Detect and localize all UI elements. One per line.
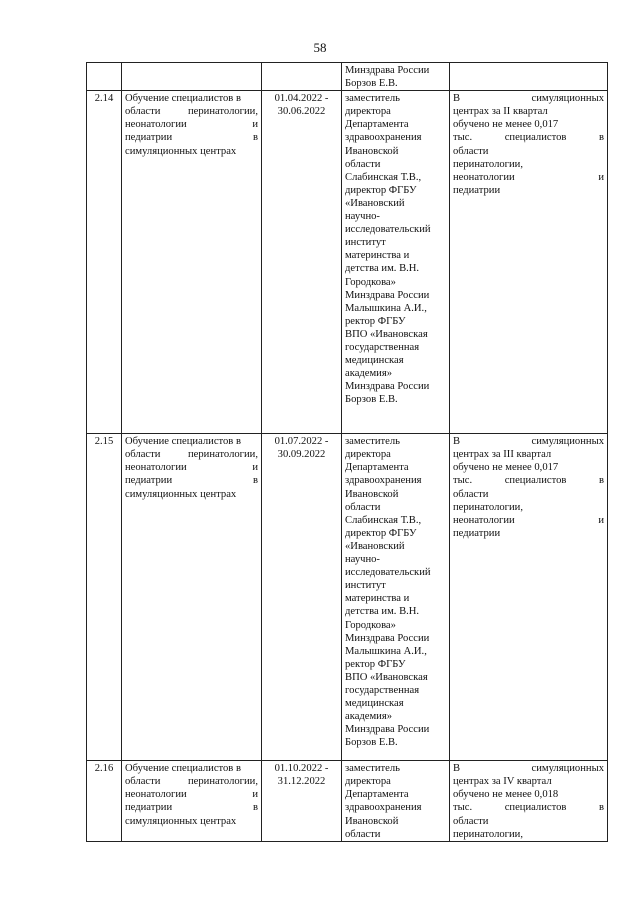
activity-name-line-word: симуляционных центрах [125,145,237,157]
cell-dates [262,761,342,842]
result-line [453,488,604,501]
responsible-line: Борзов Е.В. [345,737,398,749]
result-line-word: центрах за IV квартал [453,776,552,788]
result-line [453,158,604,171]
responsible-line: заместитель [345,763,401,775]
activity-name-line-word: и [252,119,258,131]
activity-name-line [125,474,258,487]
result-line [453,801,604,814]
result-line [453,474,604,487]
cell-dates [262,63,342,91]
cell-name [122,434,262,761]
result-line [453,828,604,841]
activity-name-line [125,118,258,131]
table-row [87,434,608,761]
activity-name-line-word: педиатрии [125,802,173,814]
result-line-word: симуляционных [531,763,604,775]
responsible-line: директор ФГБУ [345,527,417,539]
responsible-line: медицинская [345,698,404,710]
cell-number: 2.16 [87,761,122,842]
activity-name-line-word: неонатологии [125,462,187,474]
cell-number: 2.15 [87,434,122,761]
date-line: 01.10.2022 - [274,763,329,775]
cell-dates [262,434,342,761]
responsible-line: директора [345,776,391,788]
responsible-line: Минздрава России [345,65,430,76]
date-line: 30.09.2022 [277,449,326,461]
responsible-line: Ивановской [345,815,399,827]
result-line-word: В [453,93,461,105]
responsible-line: Борзов Е.В. [345,78,398,90]
activity-name-line [125,815,258,828]
responsible-line: здравоохранения [345,475,422,487]
result-line-word: центрах за III квартал [453,449,552,461]
responsible-line: ВПО «Ивановская [345,328,428,340]
activity-name-line [125,131,258,144]
responsible-line: академия» [345,368,393,380]
activity-name-line-word: педиатрии [125,475,173,487]
responsible-line: Ивановской [345,145,399,157]
result-line-word: неонатологии [453,171,515,183]
responsible-line: Малышкина А.И., [345,645,427,657]
activity-name-line-word: области [125,449,161,461]
cell-name [122,63,262,91]
result-line-word: области [453,488,489,500]
table-row [87,91,608,434]
date-line: 31.12.2022 [277,776,326,788]
activity-name-line [125,435,258,448]
responsible-line: Слабинская Т.В., [345,514,422,526]
responsible-line: исследовательский [345,567,431,579]
result-line [453,118,604,131]
activity-name-line-word: перинатологии, [188,106,258,118]
result-line-word: В [453,763,461,775]
table-body [87,63,608,842]
responsible-line: детства им. В.Н. [345,263,420,275]
responsible-line: директора [345,106,391,118]
date-line: 30.06.2022 [277,106,326,118]
result-line-word: области [453,145,489,157]
cell-responsible [342,761,450,842]
activity-name-line-word: симуляционных центрах [125,488,237,500]
responsible-line: медицинская [345,355,404,367]
result-line-word: перинатологии, [453,828,523,840]
result-line [453,145,604,158]
activity-name-line-word: области [125,776,161,788]
activity-name-line-word: области [125,106,161,118]
result-line [453,461,604,474]
responsible-line: Борзов Е.В. [345,394,398,406]
responsible-line: академия» [345,711,393,723]
responsible-line: Департамента [345,119,409,131]
responsible-line: «Ивановский [345,540,405,552]
responsible-line: научно- [345,211,380,223]
cell-number [87,63,122,91]
responsible-line: области [345,158,381,170]
responsible-line: Городкова» [345,619,396,631]
activity-name-line-word: педиатрии [125,132,173,144]
result-line-word: специалистов [504,132,567,144]
activity-name-line-word: Обучение специалистов в [125,93,241,105]
responsible-line: Малышкина А.И., [345,302,427,314]
result-line-word: тыс. [453,475,473,487]
result-line [453,788,604,801]
cell-responsible [342,91,450,434]
activity-name-line [125,801,258,814]
cell-name [122,91,262,434]
result-line [453,514,604,527]
cell-number: 2.14 [87,91,122,434]
cell-dates [262,91,342,434]
result-line [453,184,604,197]
responsible-line: государственная [345,684,420,696]
result-line-word: и [598,171,604,183]
activity-name-line-word: Обучение специалистов в [125,763,241,775]
activity-name-line-word: Обучение специалистов в [125,436,241,448]
activity-name-line [125,461,258,474]
result-line-word: симуляционных [531,436,604,448]
responsible-line: Минздрава России [345,632,430,644]
cell-responsible [342,63,450,91]
cell-result [450,761,608,842]
cell-result [450,91,608,434]
responsible-line: Минздрава России [345,289,430,301]
responsible-line: заместитель [345,93,401,105]
responsible-line: области [345,828,381,840]
activity-name-line-word: неонатологии [125,119,187,131]
result-line-word: симуляционных [531,93,604,105]
activity-name-line [125,775,258,788]
activity-name-line-word: в [252,802,258,814]
result-line [453,448,604,461]
result-line-word: в [598,475,604,487]
result-line [453,775,604,788]
responsible-line: исследовательский [345,224,431,236]
date-line: 01.07.2022 - [274,436,329,448]
activity-name-line [125,762,258,775]
activity-name-line-word: симуляционных центрах [125,815,237,827]
page-number: 58 [313,40,327,55]
result-line-word: области [453,815,489,827]
result-line [453,92,604,105]
date-line: 01.04.2022 - [274,93,329,105]
result-line-word: в [598,132,604,144]
result-line [453,815,604,828]
responsible-line: государственная [345,341,420,353]
responsible-line: Департамента [345,789,409,801]
responsible-line: Минздрава России [345,381,430,393]
responsible-line: детства им. В.Н. [345,606,420,618]
result-line-word: и [598,514,604,526]
responsible-line: ректор ФГБУ [345,658,406,670]
responsible-line: здравоохранения [345,132,422,144]
result-line-word: В [453,436,461,448]
activity-name-line [125,448,258,461]
result-line [453,105,604,118]
responsible-line: институт [345,237,386,249]
result-line-word: педиатрии [453,184,501,196]
responsible-line: Минздрава России [345,724,430,736]
responsible-line: научно- [345,554,380,566]
result-line-word: неонатологии [453,514,515,526]
result-line-word: специалистов [504,802,567,814]
activity-name-line [125,788,258,801]
responsible-line: заместитель [345,436,401,448]
result-line-word: перинатологии, [453,501,523,513]
result-line-word: специалистов [504,475,567,487]
responsible-line: области [345,501,381,513]
result-line-word: тыс. [453,802,473,814]
activity-name-line [125,105,258,118]
result-line-word: центрах за II квартал [453,106,548,118]
responsible-line: директора [345,449,391,461]
responsible-line: институт [345,580,386,592]
result-line-word: обучено не менее 0,017 [453,119,559,131]
responsible-line: Департамента [345,462,409,474]
activity-plan-table [86,62,608,842]
result-line-word: педиатрии [453,527,501,539]
result-line [453,501,604,514]
responsible-line: ВПО «Ивановская [345,671,428,683]
result-line-word: в [598,802,604,814]
responsible-line: ректор ФГБУ [345,315,406,327]
result-line-word: обучено не менее 0,018 [453,789,559,801]
activity-name-line-word: неонатологии [125,789,187,801]
activity-name-line [125,145,258,158]
table-row [87,761,608,842]
cell-result [450,63,608,91]
result-line [453,131,604,144]
activity-name-line-word: в [252,132,258,144]
activity-name-line-word: перинатологии, [188,776,258,788]
responsible-line: материнства и [345,250,410,262]
cell-responsible [342,434,450,761]
responsible-line: Городкова» [345,276,396,288]
responsible-line: директор ФГБУ [345,184,417,196]
activity-name-line-word: и [252,789,258,801]
responsible-line: Слабинская Т.В., [345,171,422,183]
activity-name-line [125,488,258,501]
result-line-word: тыс. [453,132,473,144]
result-line-word: обучено не менее 0,017 [453,462,559,474]
activity-name-line-word: в [252,475,258,487]
responsible-line: здравоохранения [345,802,422,814]
result-line [453,435,604,448]
result-line [453,527,604,540]
activity-name-line [125,92,258,105]
activity-name-line-word: перинатологии, [188,449,258,461]
result-line [453,171,604,184]
responsible-line: «Ивановский [345,197,405,209]
table-row-carry-over [87,63,608,91]
activity-name-line-word: и [252,462,258,474]
responsible-line: Ивановской [345,488,399,500]
cell-result [450,434,608,761]
result-line [453,762,604,775]
responsible-line: материнства и [345,593,410,605]
cell-name [122,761,262,842]
result-line-word: перинатологии, [453,158,523,170]
